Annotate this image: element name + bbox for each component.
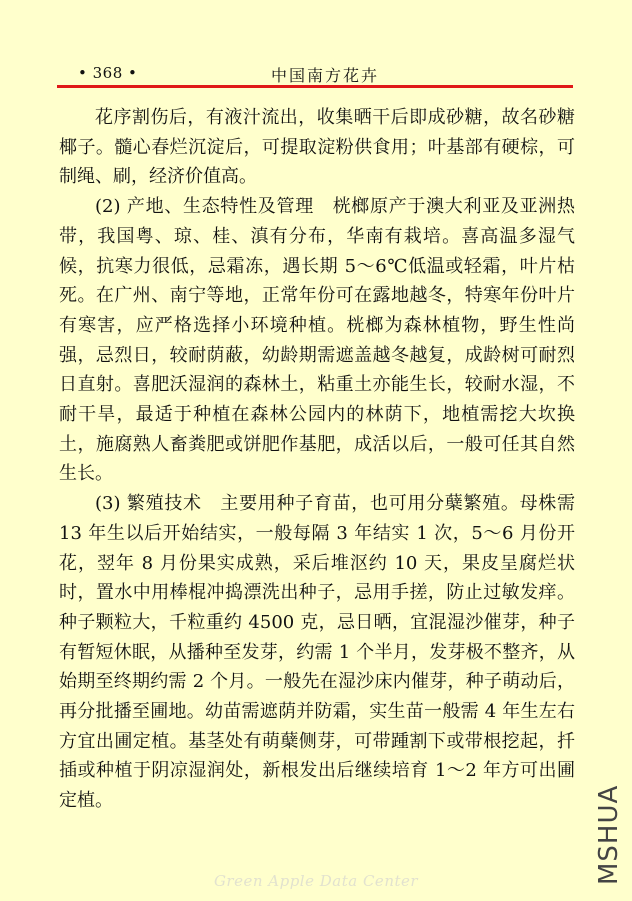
page-body [59,103,575,816]
paragraph-1: 花序割伤后，有液汁流出，收集晒干后即成砂糖，故名砂糖椰子。髓心春烂沉淀后，可提取淀粉供食用；叶基部有硬棕，可制绳、刷，经济价值高。 [59,107,575,188]
header-rule [57,85,573,88]
page-number: • 368 • [78,64,138,82]
paragraph-2: (2) 产地、生态特性及管理 桄榔原产于澳大利亚及亚洲热带，我国粤、琼、桂、滇有分布，华南有栽培。喜高温多湿气候，抗寒力很低，忌霜冻，遇长期 5～6℃低温或轻霜，叶片枯死。在广州、南宁等地，正常年份可在露地越冬，特寒年份叶片有寒害，应严格选择小环境种植。桄榔为森林植物，野生性尚强，忌烈日，较耐荫蔽，幼龄期需遮盖越冬越复，成龄树可耐烈日直射。喜肥沃湿润的森林土，粘重土亦能生长，较耐水湿，不耐干旱，最适于种植在森林公园内的林荫下，地植需挖大坎换土，施腐熟人畜粪肥或饼肥作基肥，成活以后，一般可任其自然生长。 [59,196,575,485]
side-watermark: MSHUA [594,784,624,886]
paragraph-3: (3) 繁殖技术 主要用种子育苗，也可用分蘖繁殖。母株需 13 年生以后开始结实，一般每隔 3 年结实 1 次，5～6 月份开花，翌年 8 月份果实成熟，采后堆沤约 10 天，果皮呈腐烂状时，置水中用棒棍冲捣漂洗出种子，忌用手搓，防止过敏发痒。种子颗粒大，千粒重约 4500 克，忌日晒，宜混湿沙催芽，种子有暂短休眠，从播种至发芽，约需 1 个半月，发芽极不整齐，从始期至终期约需 2 个月。一般先在湿沙床内催芽，种子萌动后，再分批播至圃地。幼苗需遮荫并防霜，实生苗一般需 4 年生左右方宜出圃定植。基茎处有萌蘖侧芽，可带踵割下或带根挖起，扦插或种植于阴凉湿润处，新根发出后继续培育 1～2 年方可出圃定植。 [59,493,575,812]
bottom-watermark: Green Apple Data Center [213,872,419,890]
running-title: 中国南方花卉 [271,66,380,85]
